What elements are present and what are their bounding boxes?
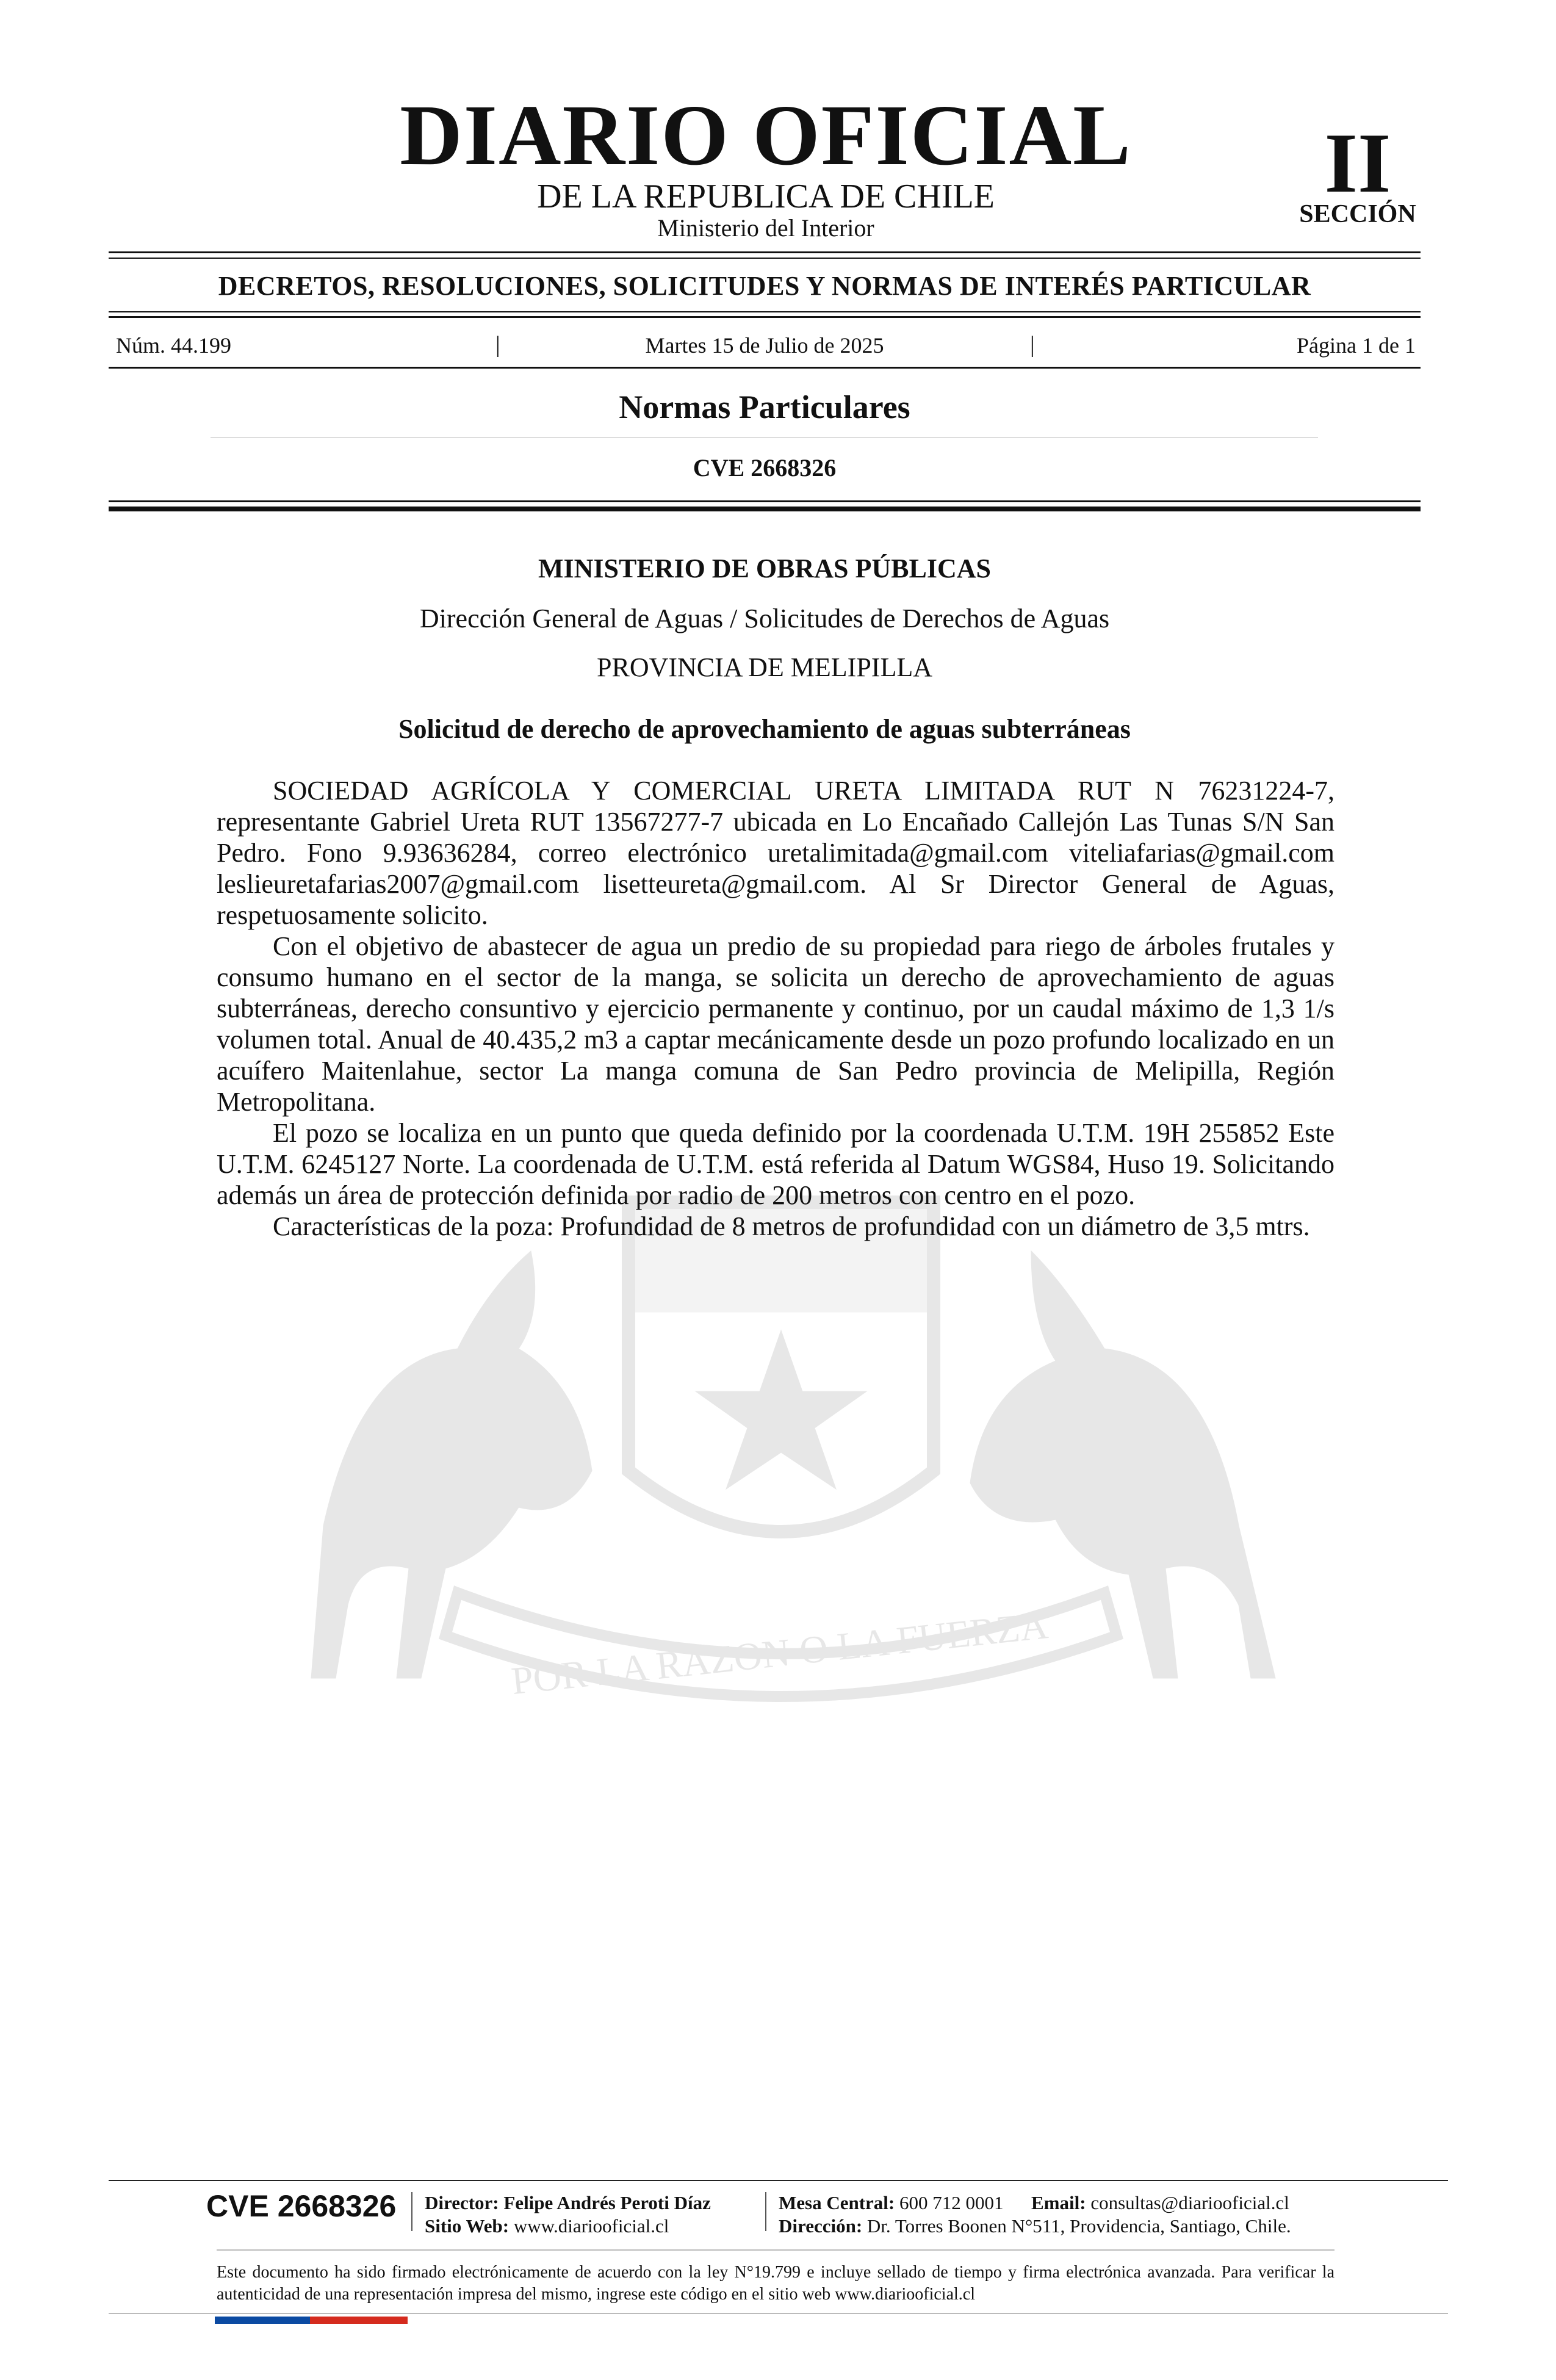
cve-rule-thin <box>109 500 1421 502</box>
footer-director <box>425 2193 711 2212</box>
section-title: Normas Particulares <box>619 389 910 425</box>
masthead-rule-top <box>109 251 1421 253</box>
cve-rule-thick <box>109 507 1421 511</box>
body-paragraph: El pozo se localiza en un punto que queda definido por la coordenada U.T.M. 19H 255852 Este U.T.M. 6245127 Norte. La coordenada de U.T.M. está referida al Datum WGS84, Huso 19. Solicitando además un área de protección definida por radio de 200 metros con centro en el pozo. <box>217 1118 1334 1210</box>
footer-email-link[interactable]: consultas@diariooficial.cl <box>1090 2192 1289 2213</box>
category-heading: DECRETOS, RESOLUCIONES, SOLICITUDES Y NORMAS DE INTERÉS PARTICULAR <box>218 271 1311 301</box>
footer-rule-top <box>109 2180 1448 2181</box>
info-rule <box>109 367 1421 369</box>
footer-website-link[interactable]: www.diariooficial.cl <box>513 2215 669 2237</box>
footer-rule-middle <box>217 2249 1334 2251</box>
province-line: PROVINCIA DE MELIPILLA <box>597 652 932 682</box>
footer-divider <box>765 2192 766 2231</box>
footer-cve-code: CVE 2668326 <box>206 2189 397 2223</box>
masthead-ministry: Ministerio del Interior <box>657 214 874 242</box>
footer-rule-bottom <box>109 2313 1448 2314</box>
footer-phone-label: Mesa Central: <box>779 2192 895 2213</box>
footer-email-label: Email: <box>1031 2192 1086 2213</box>
flag-stripe-red <box>310 2317 408 2324</box>
footer-divider <box>411 2192 412 2231</box>
issue-date: Martes 15 de Julio de 2025 <box>645 333 884 358</box>
body-paragraph: Con el objetivo de abastecer de agua un predio de su propiedad para riego de árboles frutales y consumo humano en el sector de la manga, se solicita un derecho de aprovechamiento de aguas subterráneas, derecho consuntivo y ejercicio permanente y continuo, por un caudal máximo de 1,3 1/s volumen total. Anual de 40.435,2 m3 a captar mecánicamente desde un pozo profundo localizado en un acuífero Maitenlahue, sector La manga comuna de San Pedro provincia de Melipilla, Región Metropolitana. <box>217 931 1334 1117</box>
category-rule-bottom-thick <box>109 316 1421 318</box>
body-paragraph: Características de la poza: Profundidad de 8 metros de profundidad con un diámetro de 3,5 mtrs. <box>273 1211 1310 1241</box>
footer-director-value: Felipe Andrés Peroti Díaz <box>503 2192 711 2213</box>
flag-stripe-blue <box>215 2317 310 2324</box>
cve-code: CVE 2668326 <box>693 454 837 481</box>
signature-notice: Este documento ha sido firmado electrónicamente de acuerdo con la ley N°19.799 e incluye sellado de tiempo y firma electrónica avanzada. Para verificar la autenticidad de una representación impresa del mismo, ingrese este código en el sitio web www.diariooficial.cl <box>217 2263 1334 2304</box>
request-title: Solicitud de derecho de aprovechamiento de aguas subterráneas <box>398 714 1131 744</box>
directorate-line: Dirección General de Aguas / Solicitudes de Derechos de Aguas <box>419 604 1110 633</box>
body-paragraph: SOCIEDAD AGRÍCOLA Y COMERCIAL URETA LIMITADA RUT N 76231224-7, representante Gabriel Ureta RUT 13567277-7 ubicada en Lo Encañado Callejón Las Tunas S/N San Pedro. Fono 9.93636284, correo electrónico uretalimitada@gmail.com viteliafarias@gmail.com leslieuretafarias2007@gmail.com lisetteureta@gmail.com. Al Sr Director General de Aguas, respetuosamente solicito. <box>217 776 1334 930</box>
info-separator: | <box>495 332 500 358</box>
document-body <box>217 775 1334 1242</box>
footer-phone-value: 600 712 0001 <box>899 2192 1004 2213</box>
footer-website-label: Sitio Web: <box>425 2215 510 2237</box>
section-number: II <box>1324 116 1391 211</box>
section-title-divider <box>211 437 1318 438</box>
category-rule-bottom <box>109 311 1421 312</box>
masthead-title: DIARIO OFICIAL <box>400 87 1132 183</box>
watermark-motto: POR LA RAZON O LA FUERZA <box>509 1603 1050 1703</box>
masthead-rule-top-thin <box>109 258 1421 259</box>
section-label: SECCIÓN <box>1299 200 1416 228</box>
issue-number: Núm. 44.199 <box>116 333 231 358</box>
footer-website <box>425 2216 669 2235</box>
footer-contact <box>779 2193 1289 2212</box>
footer-address-label: Dirección: <box>779 2215 863 2237</box>
footer-address-value: Dr. Torres Boonen N°511, Providencia, Santiago, Chile. <box>866 2215 1291 2237</box>
masthead-subtitle: DE LA REPUBLICA DE CHILE <box>537 178 995 215</box>
info-separator: | <box>1030 332 1035 358</box>
ministry-name: MINISTERIO DE OBRAS PÚBLICAS <box>538 554 992 583</box>
page-indicator: Página 1 de 1 <box>1297 333 1416 358</box>
footer-address <box>779 2216 1291 2235</box>
footer-director-label: Director: <box>425 2192 499 2213</box>
